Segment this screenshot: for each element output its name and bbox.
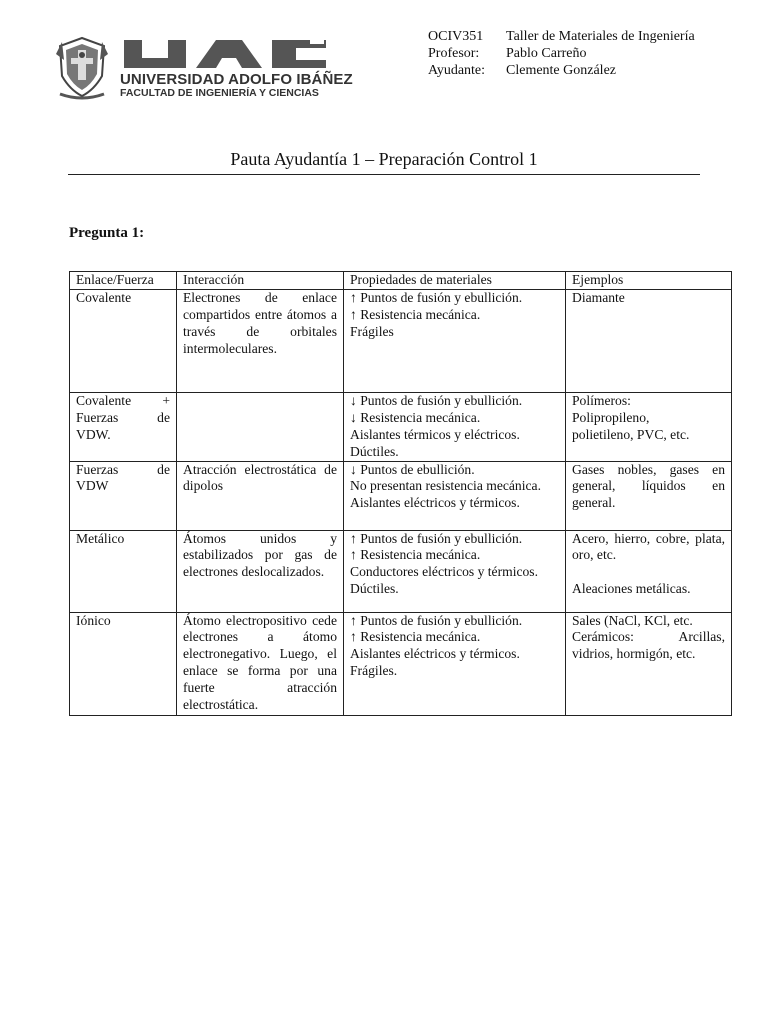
bond-cell: Metálico [70, 530, 177, 612]
examples-cell [566, 289, 732, 392]
table-row [70, 392, 732, 461]
property-line: Conductores eléctricos y térmicos. [350, 564, 538, 580]
property-line: ↑ Resistencia mecánica. [350, 306, 481, 322]
property-line: ↓ Resistencia mecánica. [350, 409, 481, 425]
properties-cell [344, 392, 566, 461]
property-line: Frágiles. [350, 663, 398, 679]
properties-cell [344, 530, 566, 612]
assistant-name: Clemente González [506, 63, 617, 78]
property-line: ↓ Puntos de fusión y ebullición. [350, 392, 523, 408]
university-logo [54, 34, 353, 100]
crest-icon [54, 34, 110, 100]
header-bond: Enlace/Fuerza [70, 272, 177, 290]
uai-wordmark-icon [120, 38, 326, 68]
faculty-name: FACULTAD DE INGENIERÍA Y CIENCIAS [120, 87, 319, 99]
bond-cell: Iónico [70, 612, 177, 715]
properties-cell [344, 612, 566, 715]
examples-cell [566, 392, 732, 461]
property-line: No presentan resistencia mecánica. [350, 478, 541, 494]
example-line: Acero, hierro, cobre, plata, oro, etc. [572, 530, 725, 563]
example-line: Diamante [572, 289, 625, 305]
course-name: Taller de Materiales de Ingeniería [506, 29, 695, 44]
property-line: Frágiles [350, 323, 394, 339]
header-examples: Ejemplos [566, 272, 732, 290]
property-line: ↑ Puntos de fusión y ebullición. [350, 612, 523, 628]
assistant-label: Ayudante: [428, 63, 486, 78]
example-line: Sales (NaCl, KCl, etc. [572, 612, 693, 628]
properties-cell [344, 289, 566, 392]
table-header-row [70, 272, 732, 290]
interaction-cell: Átomo electropositivo cede electrones a átomo electronegativo. Luego, el enlace se forma por una fuerte atracción electrostática. [177, 612, 344, 715]
property-line: Aislantes térmicos y eléctricos. [350, 426, 520, 442]
bond-cell: Fuerzas de VDW [70, 461, 177, 530]
interaction-cell [177, 392, 344, 461]
examples-cell: Gases nobles, gases en general, líquidos en general. [566, 461, 732, 530]
header-properties: Propiedades de materiales [344, 272, 566, 290]
property-line: Dúctiles. [350, 443, 399, 459]
table-row [70, 289, 732, 392]
examples-cell [566, 530, 732, 612]
interaction-cell: Átomos unidos y estabilizados por gas de electrones deslocalizados. [177, 530, 344, 612]
course-code: OCIV351 [428, 29, 484, 44]
university-name: UNIVERSIDAD ADOLFO IBÁÑEZ [120, 71, 353, 88]
title-divider [68, 174, 700, 175]
interaction-cell: Electrones de enlace compartidos entre átomos a través de orbitales intermoleculares. [177, 289, 344, 392]
property-line: ↑ Puntos de fusión y ebullición. [350, 289, 523, 305]
course-info [428, 28, 695, 79]
question-label: Pregunta 1: [69, 225, 145, 241]
property-line: Aislantes eléctricos y térmicos. [350, 646, 520, 662]
interaction-cell: Atracción electrostática de dipolos [177, 461, 344, 530]
page-title: Pauta Ayudantía 1 – Preparación Control 1 [230, 149, 538, 169]
property-line: ↑ Resistencia mecánica. [350, 547, 481, 563]
example-line [572, 564, 725, 581]
header-interaction: Interacción [177, 272, 344, 290]
bonds-table [69, 271, 732, 716]
property-line: Dúctiles. [350, 581, 399, 597]
properties-cell [344, 461, 566, 530]
table-row [70, 461, 732, 530]
bond-cell: Covalente [70, 289, 177, 392]
table-row [70, 530, 732, 612]
property-line: Aislantes eléctricos y térmicos. [350, 495, 520, 511]
professor-name: Pablo Carreño [506, 46, 587, 61]
example-line: Polímeros: [572, 392, 631, 408]
example-line: Polipropileno, [572, 409, 650, 425]
property-line: ↑ Puntos de fusión y ebullición. [350, 530, 523, 546]
bond-cell: Covalente + Fuerzas de VDW. [70, 392, 177, 461]
course-row [428, 28, 695, 45]
table-row [70, 612, 732, 715]
example-line: Aleaciones metálicas. [572, 581, 691, 597]
property-line: ↑ Resistencia mecánica. [350, 629, 481, 645]
example-line: polietileno, PVC, etc. [572, 426, 690, 442]
property-line: ↓ Puntos de ebullición. [350, 461, 475, 477]
professor-label: Profesor: [428, 46, 480, 61]
assistant-row [428, 62, 695, 79]
examples-cell [566, 612, 732, 715]
example-line: Cerámicos: Arcillas, vidrios, hormigón, etc. [572, 629, 725, 662]
professor-row [428, 45, 695, 62]
